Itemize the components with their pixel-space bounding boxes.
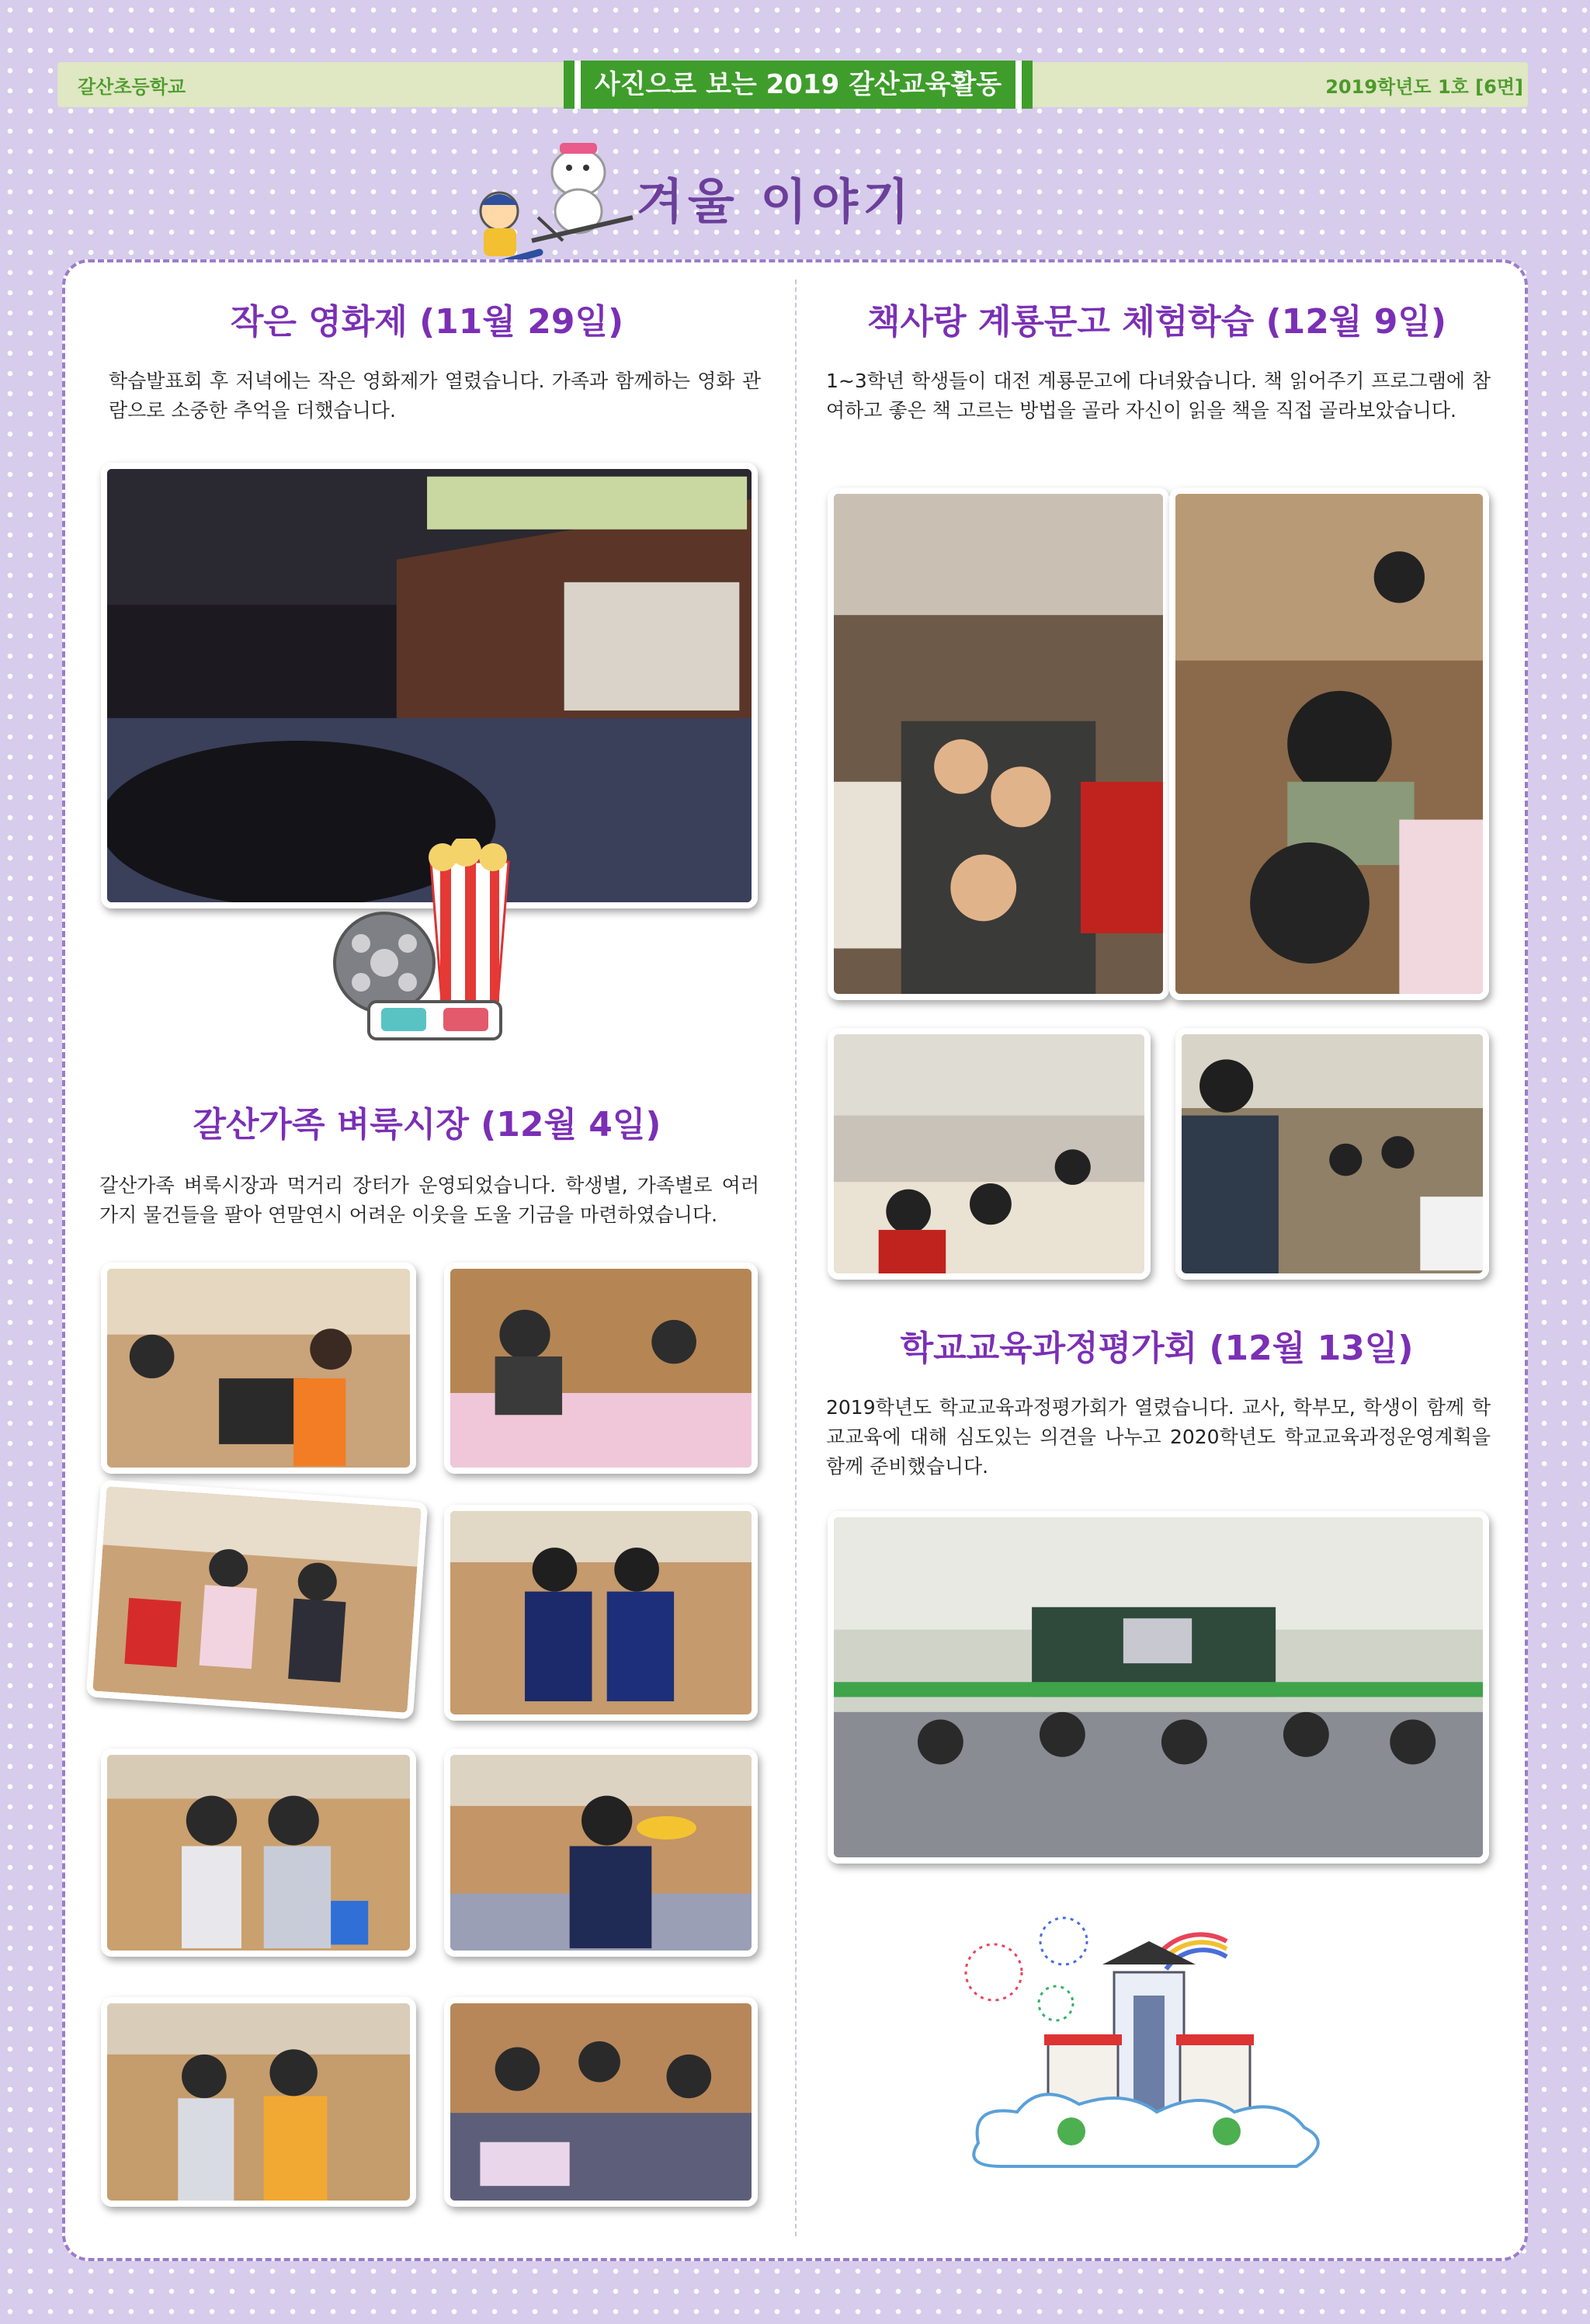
market-photo-food-booth <box>101 1263 416 1474</box>
bookstore-photo-reading <box>1169 488 1489 1000</box>
market-photo-boy-with-toy <box>444 1749 758 1957</box>
market-photo-girls-snacks <box>101 1997 416 2207</box>
market-photo-two-girls <box>101 1749 416 1957</box>
movie-section-text: 학습발표회 후 저녁에는 작은 영화제가 열렸습니다. 가족과 함께하는 영화 관람으로 소중한 추억을 더했습니다. <box>109 370 761 422</box>
column-divider <box>795 280 797 2236</box>
bookstore-section-title: 책사랑 계룡문고 체험학습 (12월 9일) <box>867 302 1446 342</box>
issue-number: 2019학년도 1호 [6면] <box>1325 76 1523 98</box>
market-section-text: 갈산가족 벼룩시장과 먹거리 장터가 운영되었습니다. 학생별, 가족별로 여러 가지 물건들을 팔아 연말연시 어려운 이웃을 도울 기금을 마련하였습니다. <box>99 1174 759 1226</box>
school-building-illustration <box>955 1910 1343 2190</box>
bookstore-section-text: 1~3학년 학생들이 대전 계룡문고에 다녀왔습니다. 책 읽어주기 프로그램에 참여하고 좋은 책 고르는 방법을 골라 자신이 읽을 책을 직접 골라보았습니다. <box>826 370 1491 422</box>
market-photo-bunny-bag <box>86 1480 429 1720</box>
evaluation-meeting-photo <box>828 1511 1489 1864</box>
market-photo-crowd-floor <box>444 1997 758 2207</box>
bookstore-photo-lunch <box>828 488 1169 1000</box>
newsletter-banner: 사진으로 보는 2019 갈산교육활동 <box>575 61 1022 109</box>
bookstore-photo-classroom <box>828 1028 1151 1280</box>
movie-section-title: 작은 영화제 (11월 29일) <box>230 302 624 342</box>
market-photo-floor-stall <box>444 1263 758 1474</box>
season-title: 겨울 이야기 <box>637 173 915 230</box>
cinema-popcorn-illustration <box>314 839 563 1056</box>
school-name: 갈산초등학교 <box>78 76 186 98</box>
evaluation-section-title: 학교교육과정평가회 (12월 13일) <box>900 1329 1414 1368</box>
market-photo-two-boys <box>444 1505 758 1721</box>
bookstore-photo-guide <box>1175 1028 1489 1280</box>
market-section-title: 갈산가족 벼룩시장 (12월 4일) <box>193 1105 661 1145</box>
evaluation-section-text: 2019학년도 학교교육과정평가회가 열렸습니다. 교사, 학부모, 학생이 함께 학교교육에 대해 심도있는 의견을 나누고 2020학년도 학교교육과정운영계획을 함께 준비했습니다. <box>826 1396 1491 1478</box>
